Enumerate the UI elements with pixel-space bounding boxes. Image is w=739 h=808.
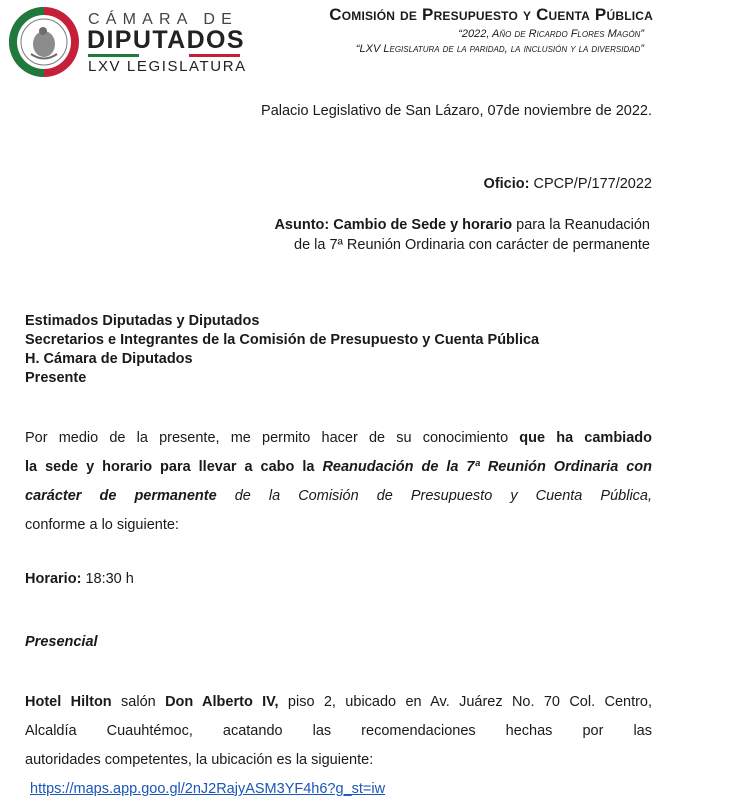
oficio-line [484, 175, 652, 194]
asunto-rest: para la Reanudación [516, 217, 650, 233]
body-bold-text: la sede y horario para llevar a cabo la [25, 459, 315, 475]
horario-label: Horario: [25, 571, 82, 587]
legislature-motto: “LXV Legislatura de la paridad, la inclusión y la diversidad” [355, 43, 644, 55]
body-line [25, 453, 652, 482]
venue-text: piso 2, ubicado en Av. Juárez No. 70 Col. Centro, [287, 694, 653, 710]
logo-tricolor-bar [88, 54, 240, 57]
body-bold-italic-text: carácter de permanente [25, 488, 217, 504]
venue-link-line [25, 775, 652, 804]
body-bold-text: que ha cambiado [519, 430, 652, 446]
addressee-line: Secretarios e Integrantes de la Comisión de Presupuesto y Cuenta Pública [25, 332, 540, 348]
body-bold-italic-text: Reanudación de la 7ª Reunión Ordinaria con [322, 459, 653, 475]
logo-text-diputados: DIPUTADOS [87, 26, 245, 54]
body-italic-text: de la Comisión de Presupuesto y Cuenta Pública, [234, 488, 653, 504]
venue-line [25, 688, 652, 717]
place-date: Palacio Legislativo de San Lázaro, 07de noviembre de 2022. [261, 103, 652, 119]
year-motto: “2022, Año de Ricardo Flores Magón” [458, 28, 644, 40]
body-line: conforme a lo siguiente: [25, 517, 179, 533]
venue-text: salón [121, 694, 156, 710]
oficio-label: Oficio: [483, 176, 530, 192]
logo-text-legislatura: LXV LEGISLATURA [88, 58, 247, 75]
body-paragraph [25, 424, 652, 540]
addressee-line: H. Cámara de Diputados [25, 351, 193, 367]
body-line [25, 482, 652, 511]
logo-text-camara-de: CÁMARA DE [88, 11, 239, 28]
addressee-line: Presente [25, 370, 87, 386]
chamber-seal-logo [7, 5, 81, 79]
venue-line: autoridades competentes, la ubicación es la siguiente: [25, 752, 374, 768]
presencial-text: Presencial [25, 634, 98, 650]
presencial-heading [25, 633, 98, 652]
venue-paragraph [25, 688, 652, 804]
asunto-line-1 [274, 216, 650, 235]
asunto-line-2: de la 7ª Reunión Ordinaria con carácter de permanente [294, 237, 650, 253]
oficio-number: CPCP/P/177/2022 [533, 176, 652, 192]
commission-title: Comisión de Presupuesto y Cuenta Pública [329, 5, 653, 24]
addressee-line: Estimados Diputadas y Diputados [25, 313, 260, 329]
horario-line [25, 570, 134, 589]
venue-line: Alcaldía Cuauhtémoc, acatando las recomendaciones hechas por las [25, 723, 652, 739]
body-line [25, 424, 652, 453]
body-text: Por medio de la presente, me permito hacer de su conocimiento [25, 430, 509, 446]
horario-value: 18:30 h [85, 571, 134, 587]
asunto-bold: Cambio de Sede y horario [333, 217, 513, 233]
venue-room: Don Alberto IV, [165, 694, 279, 710]
venue-hotel: Hotel Hilton [25, 694, 112, 710]
asunto-label: Asunto: [274, 217, 330, 233]
maps-link[interactable]: https://maps.app.goo.gl/2nJ2RajyASM3YF4h6?g_st=iw [30, 781, 386, 797]
